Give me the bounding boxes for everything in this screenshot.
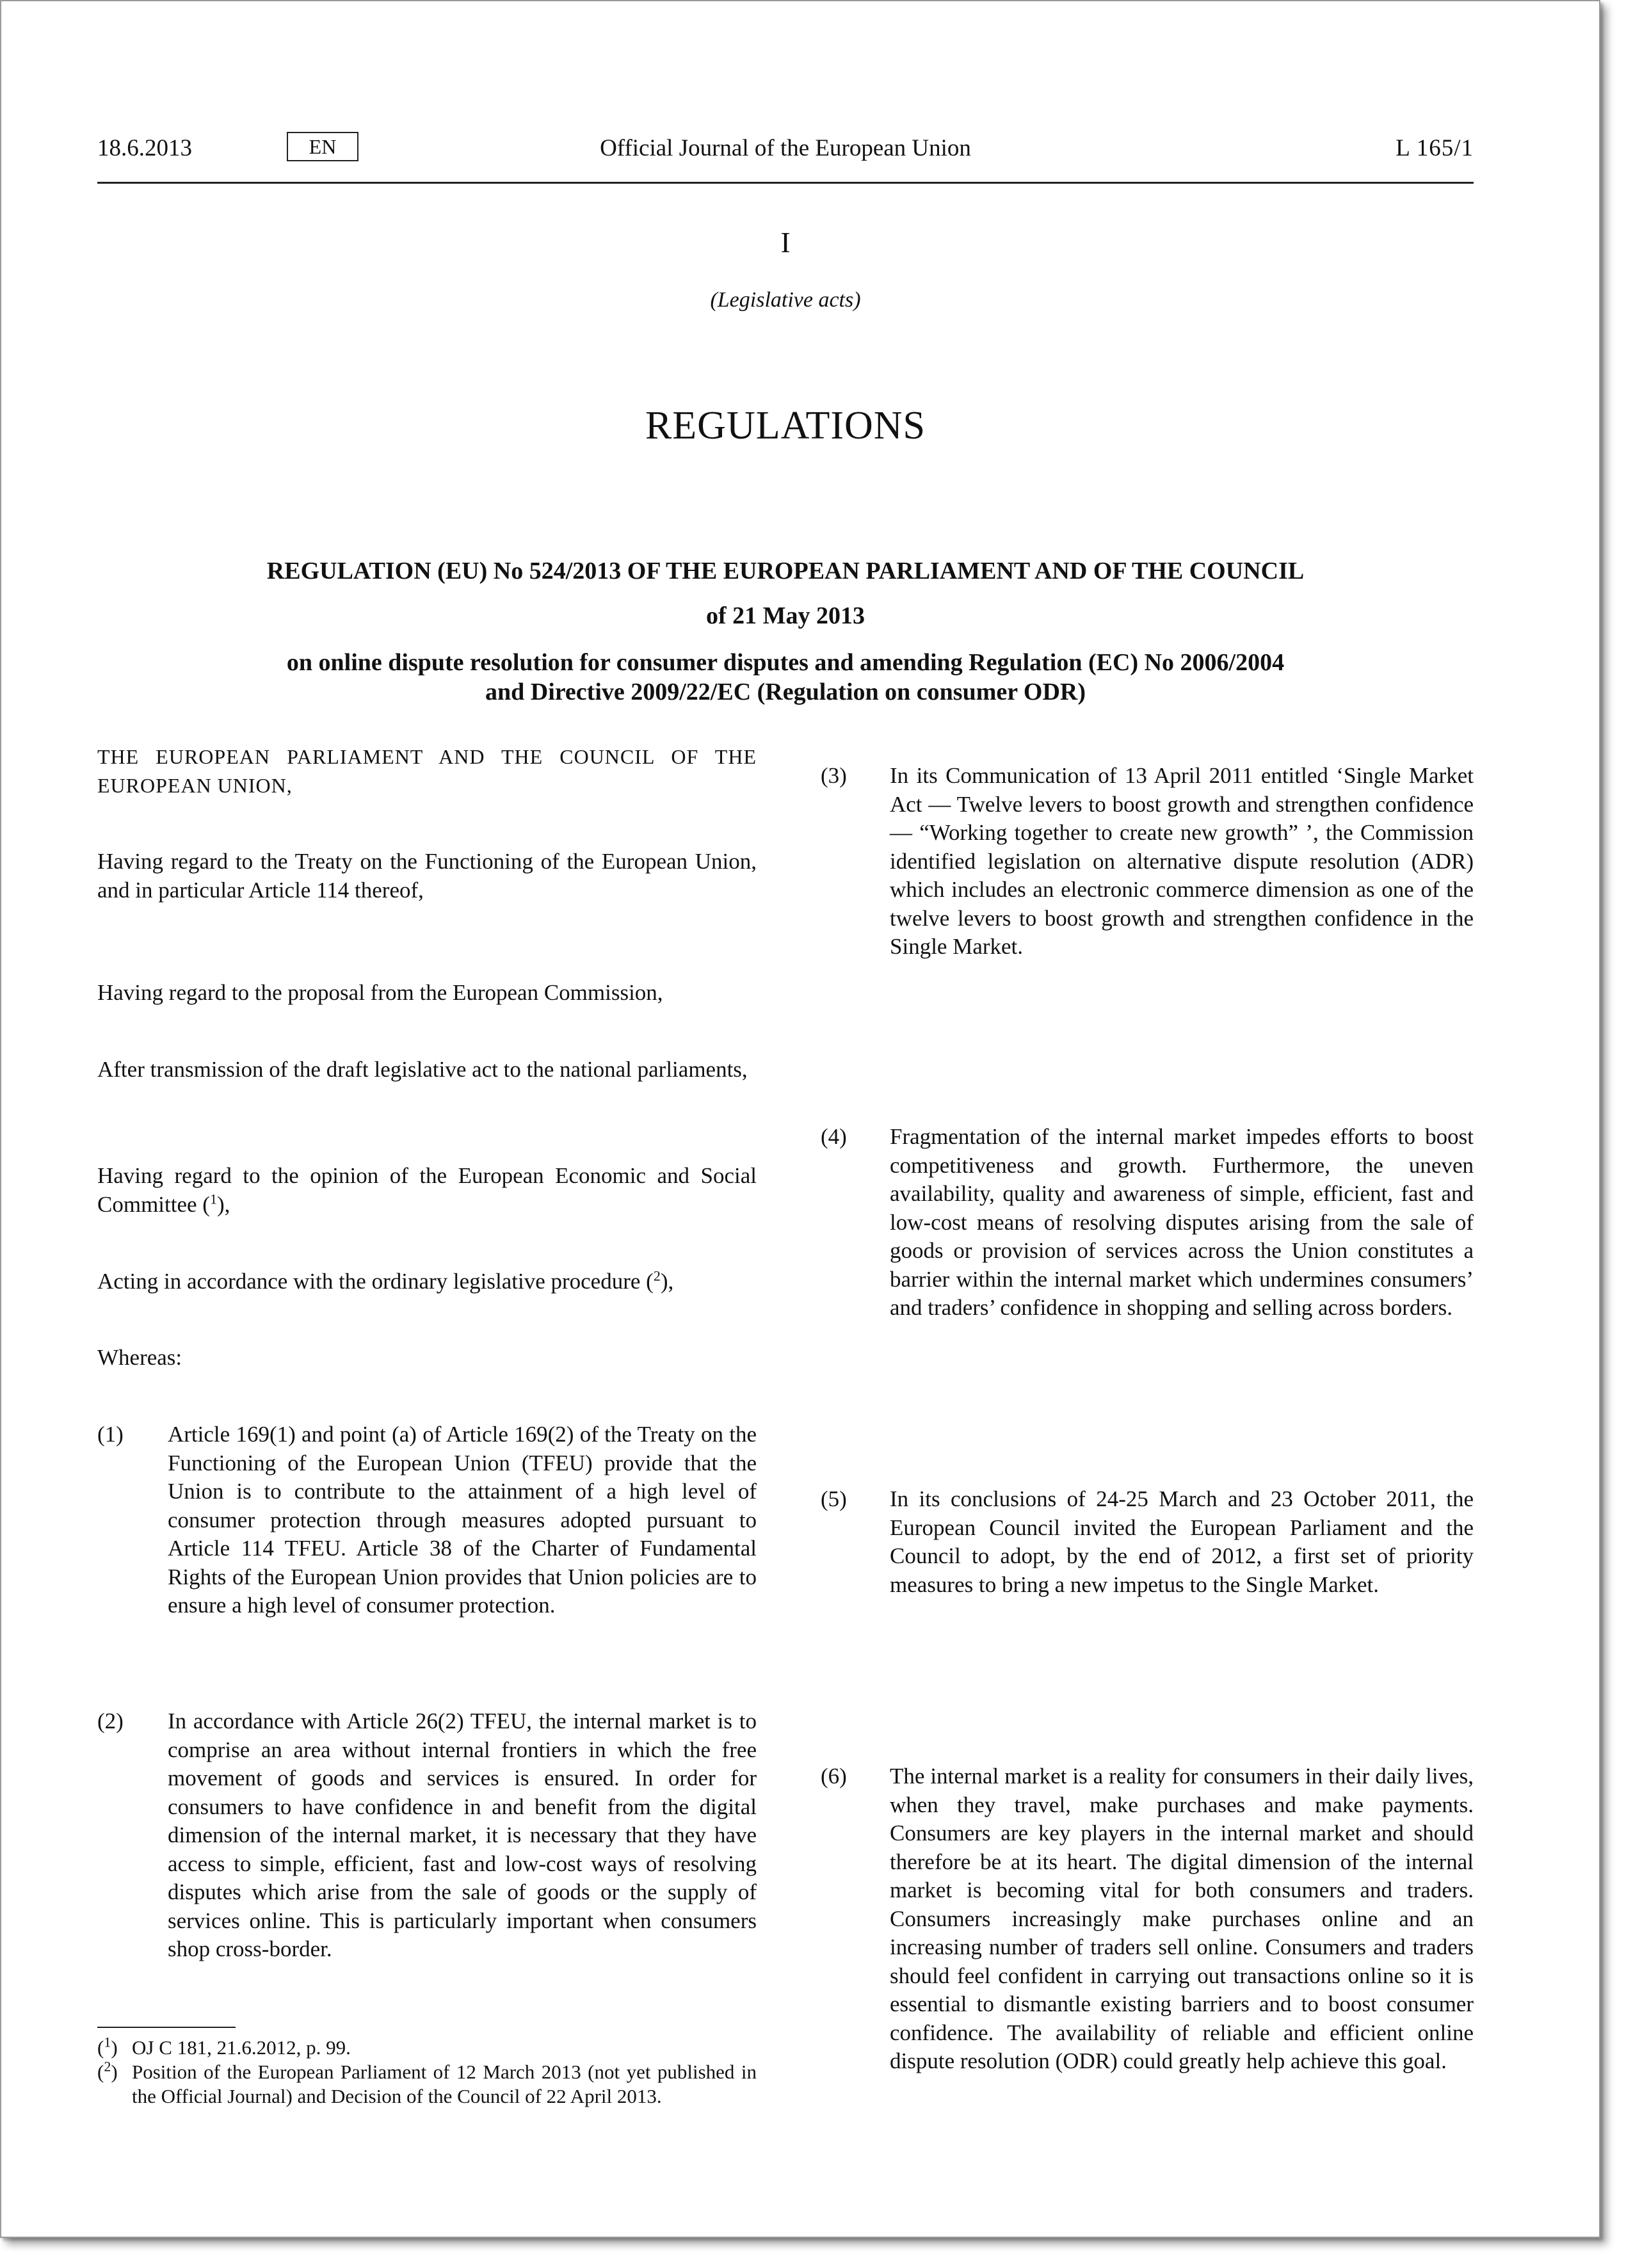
preamble-opinion <box>97 1162 757 1219</box>
footnote-number: ($^1$) <box>97 2034 118 2059</box>
recital-number: (3) <box>821 763 847 788</box>
page-reference: L 165/1 <box>1396 135 1474 161</box>
preamble-procedure <box>97 1267 757 1296</box>
recital-number: (1) <box>97 1422 124 1447</box>
regulation-subject-line: on online dispute resolution for consumer disputes and amending Regulation (EC) No 2006/2004 <box>286 649 1285 676</box>
journal-title: Official Journal of the European Union <box>600 135 971 161</box>
page-content <box>1 1 1599 2237</box>
part-label: (Legislative acts) <box>710 288 861 312</box>
publication-date: 18.6.2013 <box>97 135 192 161</box>
recital-number: (4) <box>821 1124 847 1149</box>
recital-number: (2) <box>97 1709 124 1733</box>
footnote-divider <box>97 2027 236 2028</box>
footnote-marker: 1 <box>104 2034 111 2050</box>
regulation-subject-line: and Directive 2009/22/EC (Regulation on consumer ODR) <box>485 679 1086 705</box>
footnote-ref[interactable]: 1 <box>209 1190 217 1207</box>
recital-text: In its conclusions of 24-25 March and 23 October 2011, the European Council invited the European Parliament and the Council to adopt, by the end of 2012, a first set of priority measures to bring a new impetus to the Single Market. <box>890 1486 1474 1597</box>
recital-number: (5) <box>821 1486 847 1511</box>
preamble-opinion-text: Having regard to the opinion of the European Economic and Social Committee ( <box>97 1163 757 1217</box>
preamble-proposal: Having regard to the proposal from the European Commission, <box>97 980 663 1005</box>
recital-text: The internal market is a reality for consumers in their daily lives, when they travel, make purchases and make payments. Consumers are key players in the internal market and should therefore be at its heart. The digital dimension of the internal market is becoming vital for both consumers and traders. Consumers increasingly make purchases online and an increasing number of traders sell online. Consumers and traders should feel confident in carrying out transactions online so it is essential to dismantle existing barriers and to boost consumer confidence. The availability of reliable and efficient online dispute resolution (ODR) could greatly help achieve this goal. <box>890 1764 1474 2073</box>
footnote-text: Position of the European Parliament of 12 March 2013 (not yet published in the Official Journal) and Decision of the Council of 22 April 2013. <box>132 2061 757 2107</box>
preamble-procedure-end: ), <box>660 1269 674 1294</box>
part-number: I <box>780 226 791 259</box>
journal-header <box>97 127 1474 184</box>
recital-text: In its Communication of 13 April 2011 entitled ‘Single Market Act — Twelve levers to boost growth and strengthen confidence — “Working together to create new growth” ’, the Commission identified legislation on alternative dispute resolution (ADR) which includes an electronic commerce dimension as one of the twelve levers to boost growth and strengthen confidence in the Single Market. <box>890 763 1474 959</box>
preamble-whereas: Whereas: <box>97 1345 182 1370</box>
regulation-subject <box>97 648 1474 707</box>
preamble-opinion-end: ), <box>216 1191 230 1217</box>
footnote-marker: 2 <box>104 2058 111 2075</box>
section-heading: REGULATIONS <box>645 404 926 447</box>
recital-text: In accordance with Article 26(2) TFEU, the internal market is to comprise an area without internal frontiers in which the free movement of goods and services is ensured. In order for consumers to have confidence in and benefit from the digital dimension of the internal market, it is necessary that they have access to simple, efficient, fast and low-cost ways of resolving disputes which arise from the sale of goods or the supply of services online. This is particularly important when consumers shop cross-border. <box>168 1709 757 1961</box>
footnote-number: ($^2$) <box>97 2058 118 2083</box>
preamble-authors: THE EUROPEAN PARLIAMENT AND THE COUNCIL OF THE EUROPEAN UNION, <box>97 745 757 797</box>
footnote-text: OJ C 181, 21.6.2012, p. 99. <box>132 2036 351 2059</box>
footnote-ref[interactable]: 2 <box>653 1267 661 1284</box>
regulation-date: of 21 May 2013 <box>705 602 865 629</box>
preamble-procedure-text: Acting in accordance with the ordinary legislative procedure ( <box>97 1269 654 1294</box>
preamble-transmission: After transmission of the draft legislative act to the national parliaments, <box>97 1057 748 1082</box>
recital-text: Article 169(1) and point (a) of Article 169(2) of the Treaty on the Functioning of the European Union (TFEU) provide that the Union is to contribute to the attainment of a high level of consumer protection through measures adopted pursuant to Article 114 TFEU. Article 38 of the Charter of Fundamental Rights of the European Union provides that Union policies are to ensure a high level of consumer protection. <box>168 1422 757 1618</box>
language-badge: EN <box>287 132 358 161</box>
recital-text: Fragmentation of the internal market impedes efforts to boost competitiveness and growth. Furthermore, the uneven availability, quality and awareness of simple, efficient, fast and low-cost means of resolving disputes arising from the sale of goods or provision of services across the Union constitutes a barrier within the internal market which undermines consumers’ and traders’ confidence in shopping and selling across borders. <box>890 1124 1474 1320</box>
preamble-treaty: Having regard to the Treaty on the Functioning of the European Union, and in particular Article 114 thereof, <box>97 849 757 903</box>
regulation-title: REGULATION (EU) No 524/2013 OF THE EUROPEAN PARLIAMENT AND OF THE COUNCIL <box>266 558 1305 584</box>
recital-number: (6) <box>821 1764 847 1789</box>
